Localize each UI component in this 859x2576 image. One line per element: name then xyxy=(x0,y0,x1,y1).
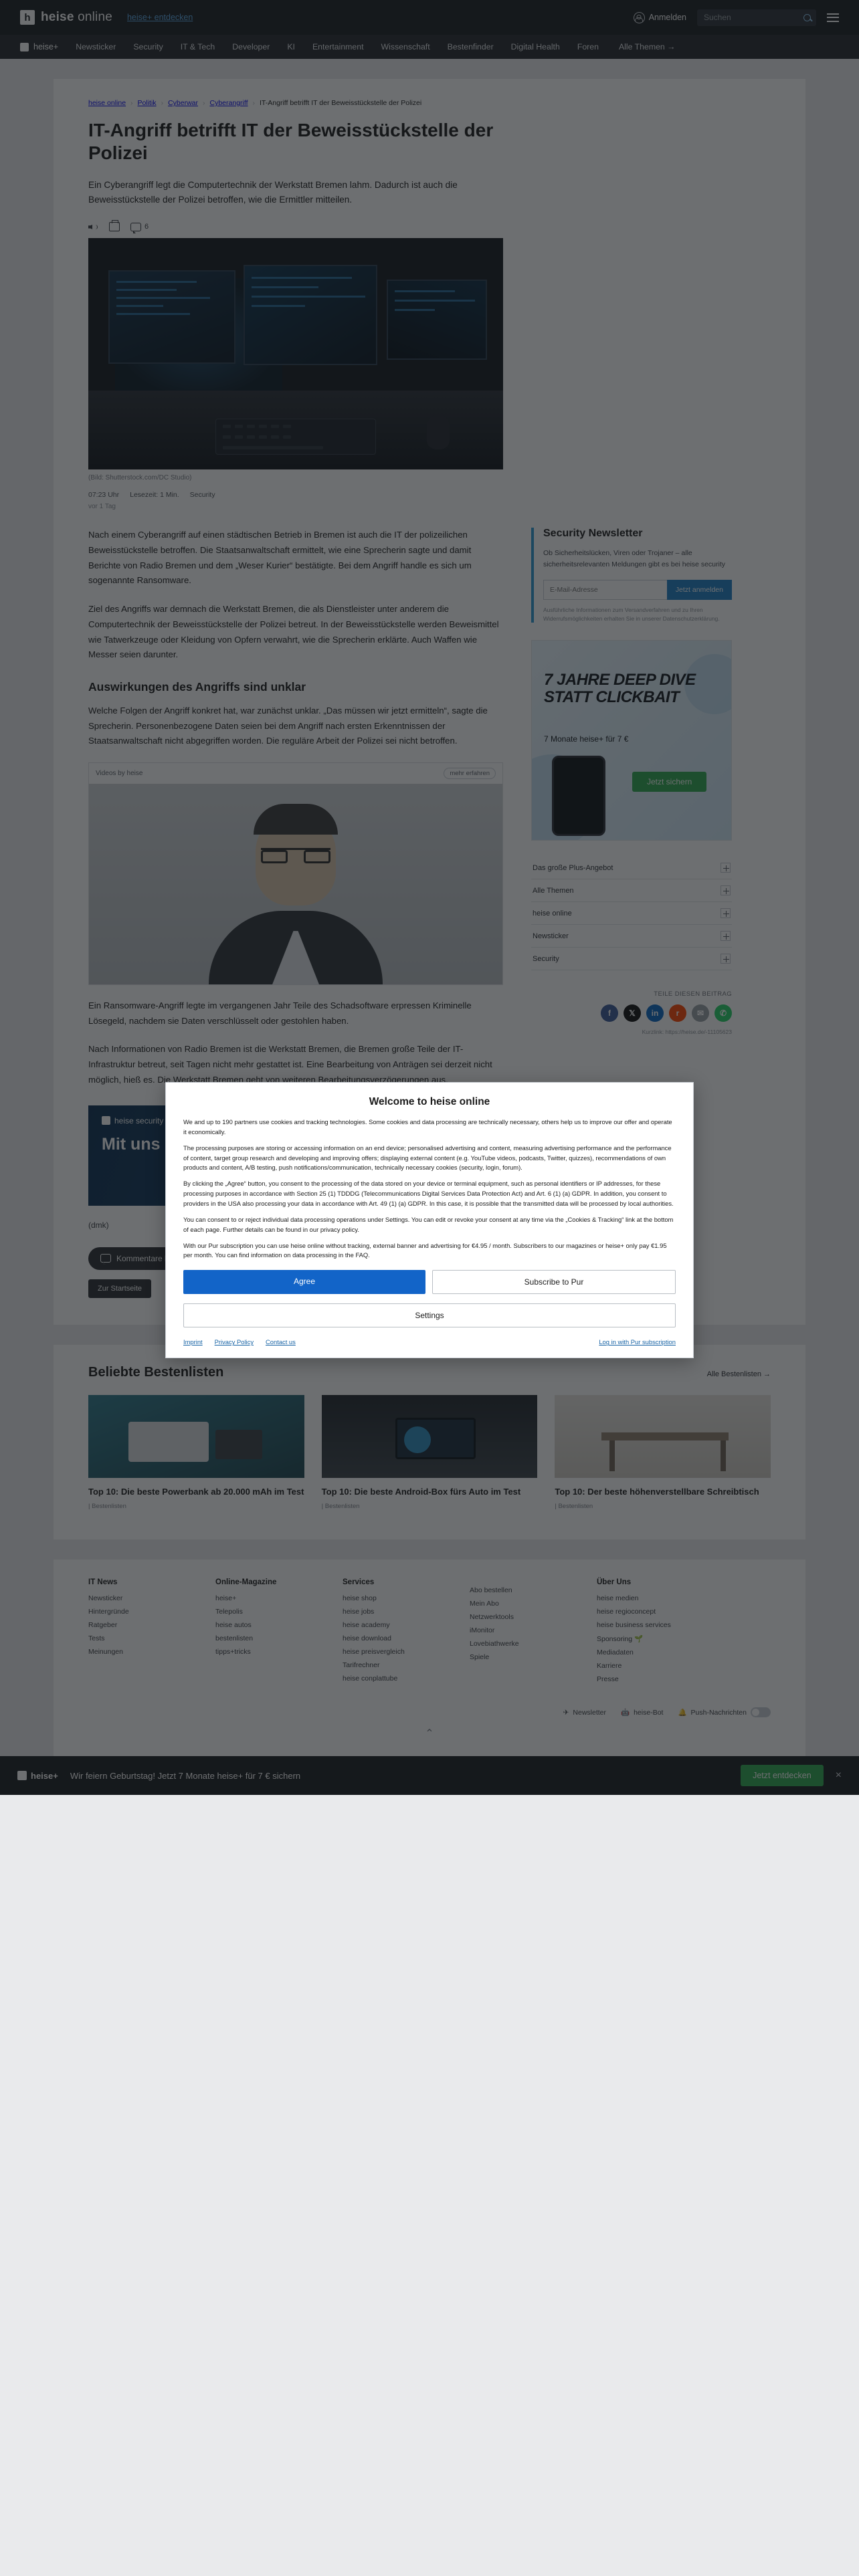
dialog-secondary-buttons xyxy=(183,1303,676,1327)
agree-button[interactable]: Agree xyxy=(183,1270,425,1294)
imprint-link[interactable]: Imprint xyxy=(183,1338,203,1346)
cookie-consent-dialog xyxy=(165,1082,694,1358)
login-with-pur-link[interactable]: Log in with Pur subscription xyxy=(599,1338,676,1346)
subscribe-to-pur-button[interactable]: Subscribe to Pur xyxy=(432,1270,676,1294)
contact-us-link[interactable]: Contact us xyxy=(266,1338,296,1346)
settings-button[interactable]: Settings xyxy=(183,1303,676,1327)
consent-paragraph-5: With our Pur subscription you can use heise online without tracking, external banner and advertising for €4.95 / month. Subscribers to our magazines or heise+ only pay €1.95 per month. You can find information on data processing in the FAQ. xyxy=(183,1241,667,1259)
consent-paragraph-4: You can consent to or reject individual data processing operations under Settings. You can edit or revoke your consent at any time via the „Cookies & Tracking“ link at the bottom of each page. Further details can be found in our privacy policy. xyxy=(183,1215,674,1233)
consent-paragraph-1: We and up to 190 partners use cookies and tracking technologies. Some cookies and data processing are technically necessary, others help us to improve our offer and operate it economically. xyxy=(183,1118,672,1136)
dialog-footer xyxy=(183,1338,676,1346)
consent-paragraph-2: The processing purposes are storing or accessing information on an end device; personalised advertising and content, measuring advertising performance and the performance of content, target group research and developing and improving offers; displaying external content (e.g. YouTube videos, podcasts, Twitter, quizzes), recommendations of own products and content, A/B testing, push notifications/communication, technically necessary cookies (security, login, forum). xyxy=(183,1144,672,1172)
dialog-primary-buttons xyxy=(183,1270,676,1294)
dialog-title: Welcome to heise online xyxy=(369,1096,490,1107)
consent-paragraph-3: By clicking the „Agree“ button, you consent to the processing of the data stored on your device or terminal equipment, such as personal identifiers or IP addresses, for these processing purposes in accordance with Section 25 (1) TDDDG (Telecommunications Digital Services Data Protection Act) and Art. 6 (1) (a) GDPR. In addition, you consent to providers in the USA also processing your data in accordance with Art. 49 (1) (a) GDPR. In this case, it is possible that the transmitted data will be processed by local authorities. xyxy=(183,1180,674,1208)
privacy-policy-link[interactable]: Privacy Policy xyxy=(214,1338,254,1346)
